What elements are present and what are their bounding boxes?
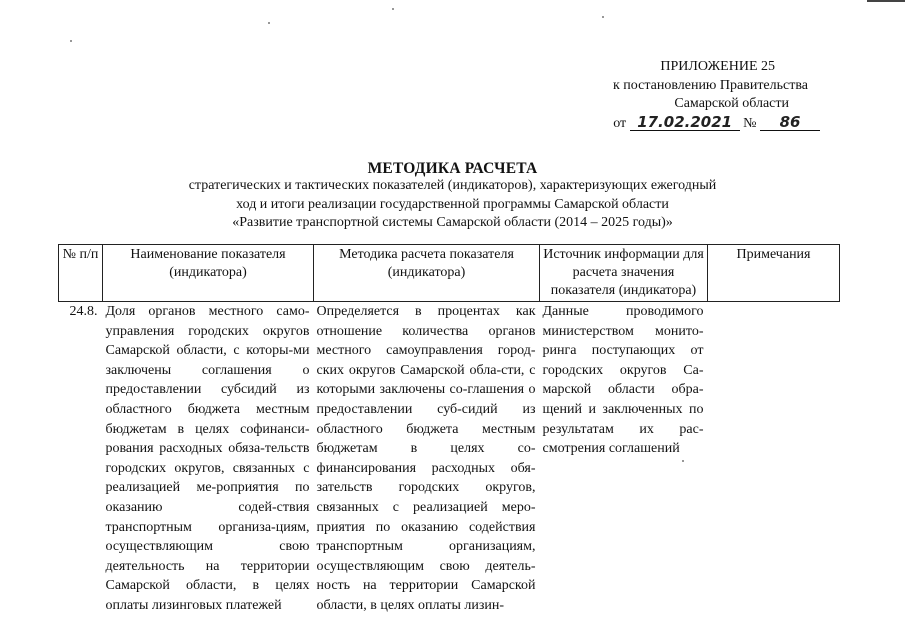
document-subtitle: ход и итоги реализации государственной программы Самарской области — [236, 196, 669, 212]
indicators-table — [58, 244, 840, 616]
row-number: 24.8. — [69, 304, 98, 319]
document-subtitle: стратегических и тактических показателей (индикаторов), характеризующих ежегодный — [188, 178, 717, 193]
table-row — [59, 302, 840, 616]
scan-speck — [268, 22, 270, 24]
scan-speck — [392, 8, 394, 10]
appendix-title: ПРИЛОЖЕНИЕ 25 — [660, 59, 775, 74]
appendix-date-number-line — [560, 114, 890, 134]
table-header — [59, 245, 840, 302]
header-method: Методика расчета показателя (индикатора) — [314, 245, 540, 302]
scan-speck — [602, 16, 604, 18]
number-label: № — [743, 115, 757, 131]
document-subtitle: «Развитие транспортной системы Самарской области (2014 – 2025 годы)» — [232, 215, 673, 230]
header-source: Источник информации для расчета значения показателя (индикатора) — [540, 245, 708, 302]
row-source: Данные проводимого министерством монито-ринга поступающих от городских округов Са-марской области обра-щений и заключенных по результатам их рас-смотрения соглашений — [542, 304, 704, 457]
from-label: от — [613, 115, 627, 131]
header-indicator-name: Наименование показателя (индикатора) — [103, 245, 314, 302]
scan-speck — [70, 40, 72, 42]
row-notes — [708, 302, 840, 616]
handwritten-number: 86 — [760, 114, 820, 131]
row-method: Определяется в процентах как отношение количества органов местного самоуправления город-ских округов Самарской обла-сти, с которыми заключены со-глашения о предоставлении суб-сидий из областного бюджета местным бюджетам в целях со-финансирования расходных обя-зательств городских округов, связанных с реализацией меро-приятия по оказанию содействия транспортным организациям, осуществляющим свою деятель-ность на территории Самарской области, в целях оплаты лизин- — [316, 304, 536, 613]
header-number: № п/п — [59, 245, 103, 302]
appendix-line: к постановлению Правительства — [612, 77, 808, 93]
document-title: МЕТОДИКА РАСЧЕТА — [367, 160, 538, 177]
appendix-block — [560, 58, 890, 133]
appendix-line: Самарской области — [674, 96, 789, 111]
row-indicator-name: Доля органов местного само-управления городских округов Самарской области, с которы-ми заключены соглашения о предоставлении субсидий из областного бюджета местным бюджетам в целях софинанси-рования расходных обяза-тельств городских округов, связанных с реализацией ме-роприятия по оказанию содей-ствия транспортным организа-циям, осуществляющим свою деятельность на территории Самарской области, в целях оплаты лизинговых платежей — [105, 304, 310, 613]
scan-edge-mark — [867, 0, 905, 2]
header-notes: Примечания — [708, 245, 840, 302]
handwritten-date: 17.02.2021 — [630, 114, 740, 131]
